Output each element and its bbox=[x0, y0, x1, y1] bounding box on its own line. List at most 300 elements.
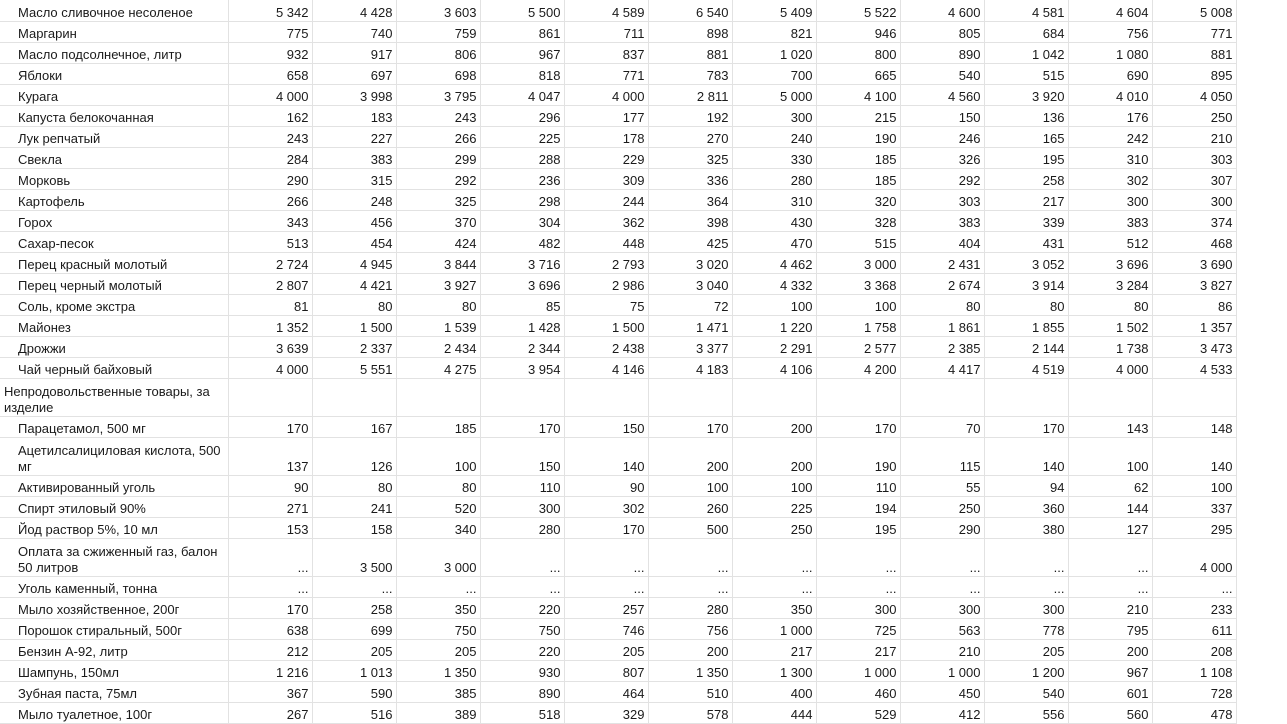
value-cell[interactable]: 444 bbox=[732, 702, 816, 723]
value-cell[interactable]: 3 696 bbox=[1068, 252, 1152, 273]
value-cell[interactable]: 170 bbox=[228, 416, 312, 437]
value-cell[interactable]: 4 600 bbox=[900, 0, 984, 21]
value-cell[interactable]: 500 bbox=[648, 517, 732, 538]
value-cell[interactable]: 300 bbox=[816, 597, 900, 618]
item-name-cell[interactable]: Дрожжи bbox=[0, 336, 228, 357]
value-cell[interactable]: 115 bbox=[900, 437, 984, 475]
value-cell[interactable]: ... bbox=[228, 576, 312, 597]
value-cell[interactable]: 4 428 bbox=[312, 0, 396, 21]
value-cell[interactable]: 2 344 bbox=[480, 336, 564, 357]
value-cell[interactable]: 1 471 bbox=[648, 315, 732, 336]
value-cell[interactable]: 242 bbox=[1068, 126, 1152, 147]
value-cell[interactable]: 310 bbox=[732, 189, 816, 210]
value-cell[interactable]: 100 bbox=[1152, 475, 1236, 496]
section-label[interactable]: Непродовольственные товары, за изделие bbox=[0, 378, 228, 416]
value-cell[interactable]: 4 047 bbox=[480, 84, 564, 105]
value-cell[interactable]: 90 bbox=[564, 475, 648, 496]
value-cell[interactable]: 309 bbox=[564, 168, 648, 189]
value-cell[interactable]: 1 108 bbox=[1152, 660, 1236, 681]
value-cell[interactable]: 330 bbox=[732, 147, 816, 168]
value-cell[interactable]: 300 bbox=[480, 496, 564, 517]
value-cell[interactable] bbox=[816, 378, 900, 416]
value-cell[interactable]: 464 bbox=[564, 681, 648, 702]
value-cell[interactable]: ... bbox=[900, 538, 984, 576]
value-cell[interactable]: 389 bbox=[396, 702, 480, 723]
value-cell[interactable]: 126 bbox=[312, 437, 396, 475]
value-cell[interactable]: 150 bbox=[564, 416, 648, 437]
value-cell[interactable]: 270 bbox=[648, 126, 732, 147]
value-cell[interactable]: ... bbox=[648, 576, 732, 597]
value-cell[interactable]: 143 bbox=[1068, 416, 1152, 437]
value-cell[interactable]: 4 200 bbox=[816, 357, 900, 378]
value-cell[interactable]: 177 bbox=[564, 105, 648, 126]
value-cell[interactable]: 367 bbox=[228, 681, 312, 702]
item-name-cell[interactable]: Свекла bbox=[0, 147, 228, 168]
value-cell[interactable]: 412 bbox=[900, 702, 984, 723]
value-cell[interactable]: 70 bbox=[900, 416, 984, 437]
value-cell[interactable]: 5 000 bbox=[732, 84, 816, 105]
value-cell[interactable]: 233 bbox=[1152, 597, 1236, 618]
value-cell[interactable]: 5 551 bbox=[312, 357, 396, 378]
value-cell[interactable]: 217 bbox=[984, 189, 1068, 210]
value-cell[interactable]: 711 bbox=[564, 21, 648, 42]
value-cell[interactable]: 300 bbox=[900, 597, 984, 618]
value-cell[interactable]: 4 417 bbox=[900, 357, 984, 378]
value-cell[interactable]: 611 bbox=[1152, 618, 1236, 639]
value-cell[interactable]: 771 bbox=[1152, 21, 1236, 42]
value-cell[interactable]: 250 bbox=[732, 517, 816, 538]
item-name-cell[interactable]: Мыло хозяйственное, 200г bbox=[0, 597, 228, 618]
value-cell[interactable] bbox=[228, 378, 312, 416]
value-cell[interactable]: 185 bbox=[816, 147, 900, 168]
value-cell[interactable]: 1 000 bbox=[732, 618, 816, 639]
value-cell[interactable]: 100 bbox=[732, 475, 816, 496]
value-cell[interactable]: 1 350 bbox=[648, 660, 732, 681]
value-cell[interactable]: 601 bbox=[1068, 681, 1152, 702]
value-cell[interactable]: ... bbox=[312, 576, 396, 597]
value-cell[interactable]: 296 bbox=[480, 105, 564, 126]
value-cell[interactable]: 295 bbox=[1152, 517, 1236, 538]
value-cell[interactable]: 100 bbox=[816, 294, 900, 315]
value-cell[interactable]: ... bbox=[816, 576, 900, 597]
value-cell[interactable]: 3 639 bbox=[228, 336, 312, 357]
value-cell[interactable]: 6 540 bbox=[648, 0, 732, 21]
value-cell[interactable]: 266 bbox=[228, 189, 312, 210]
value-cell[interactable]: 337 bbox=[1152, 496, 1236, 517]
value-cell[interactable]: 728 bbox=[1152, 681, 1236, 702]
value-cell[interactable]: 1 357 bbox=[1152, 315, 1236, 336]
value-cell[interactable]: 699 bbox=[312, 618, 396, 639]
value-cell[interactable]: 320 bbox=[816, 189, 900, 210]
value-cell[interactable]: 684 bbox=[984, 21, 1068, 42]
value-cell[interactable]: 260 bbox=[648, 496, 732, 517]
value-cell[interactable]: 2 577 bbox=[816, 336, 900, 357]
value-cell[interactable]: 890 bbox=[900, 42, 984, 63]
value-cell[interactable]: 176 bbox=[1068, 105, 1152, 126]
value-cell[interactable]: 3 844 bbox=[396, 252, 480, 273]
value-cell[interactable]: 460 bbox=[816, 681, 900, 702]
value-cell[interactable]: 1 758 bbox=[816, 315, 900, 336]
item-name-cell[interactable]: Курага bbox=[0, 84, 228, 105]
value-cell[interactable]: 3 920 bbox=[984, 84, 1068, 105]
value-cell[interactable]: 170 bbox=[816, 416, 900, 437]
item-name-cell[interactable]: Майонез bbox=[0, 315, 228, 336]
value-cell[interactable]: 220 bbox=[480, 639, 564, 660]
value-cell[interactable]: 326 bbox=[900, 147, 984, 168]
value-cell[interactable]: ... bbox=[1068, 538, 1152, 576]
value-cell[interactable]: 4 146 bbox=[564, 357, 648, 378]
item-name-cell[interactable]: Зубная паста, 75мл bbox=[0, 681, 228, 702]
value-cell[interactable]: 930 bbox=[480, 660, 564, 681]
value-cell[interactable]: 4 010 bbox=[1068, 84, 1152, 105]
value-cell[interactable]: 72 bbox=[648, 294, 732, 315]
value-cell[interactable]: 385 bbox=[396, 681, 480, 702]
value-cell[interactable]: 140 bbox=[564, 437, 648, 475]
value-cell[interactable]: 1 020 bbox=[732, 42, 816, 63]
value-cell[interactable]: 861 bbox=[480, 21, 564, 42]
value-cell[interactable]: 4 275 bbox=[396, 357, 480, 378]
value-cell[interactable]: 229 bbox=[564, 147, 648, 168]
value-cell[interactable]: 638 bbox=[228, 618, 312, 639]
value-cell[interactable]: 468 bbox=[1152, 231, 1236, 252]
value-cell[interactable]: 100 bbox=[1068, 437, 1152, 475]
item-name-cell[interactable]: Мыло туалетное, 100г bbox=[0, 702, 228, 723]
value-cell[interactable]: 303 bbox=[1152, 147, 1236, 168]
value-cell[interactable]: 1 200 bbox=[984, 660, 1068, 681]
value-cell[interactable]: 425 bbox=[648, 231, 732, 252]
value-cell[interactable]: 5 008 bbox=[1152, 0, 1236, 21]
value-cell[interactable]: 556 bbox=[984, 702, 1068, 723]
value-cell[interactable]: 86 bbox=[1152, 294, 1236, 315]
value-cell[interactable]: 300 bbox=[1152, 189, 1236, 210]
value-cell[interactable]: 806 bbox=[396, 42, 480, 63]
value-cell[interactable]: 225 bbox=[480, 126, 564, 147]
value-cell[interactable]: 205 bbox=[312, 639, 396, 660]
value-cell[interactable]: 1 300 bbox=[732, 660, 816, 681]
value-cell[interactable]: 144 bbox=[1068, 496, 1152, 517]
value-cell[interactable]: ... bbox=[1068, 576, 1152, 597]
value-cell[interactable]: 448 bbox=[564, 231, 648, 252]
value-cell[interactable]: 258 bbox=[984, 168, 1068, 189]
value-cell[interactable]: 271 bbox=[228, 496, 312, 517]
value-cell[interactable]: 2 674 bbox=[900, 273, 984, 294]
value-cell[interactable]: 236 bbox=[480, 168, 564, 189]
value-cell[interactable]: ... bbox=[816, 538, 900, 576]
value-cell[interactable]: 917 bbox=[312, 42, 396, 63]
value-cell[interactable]: 4 581 bbox=[984, 0, 1068, 21]
value-cell[interactable]: 700 bbox=[732, 63, 816, 84]
value-cell[interactable] bbox=[732, 378, 816, 416]
value-cell[interactable]: 740 bbox=[312, 21, 396, 42]
value-cell[interactable]: 881 bbox=[1152, 42, 1236, 63]
value-cell[interactable]: 560 bbox=[1068, 702, 1152, 723]
value-cell[interactable]: 4 000 bbox=[1068, 357, 1152, 378]
value-cell[interactable]: 170 bbox=[480, 416, 564, 437]
value-cell[interactable]: 217 bbox=[816, 639, 900, 660]
item-name-cell[interactable]: Лук репчатый bbox=[0, 126, 228, 147]
value-cell[interactable]: 400 bbox=[732, 681, 816, 702]
value-cell[interactable]: 3 603 bbox=[396, 0, 480, 21]
value-cell[interactable]: 510 bbox=[648, 681, 732, 702]
value-cell[interactable]: 217 bbox=[732, 639, 816, 660]
value-cell[interactable]: 178 bbox=[564, 126, 648, 147]
value-cell[interactable]: 783 bbox=[648, 63, 732, 84]
value-cell[interactable]: 756 bbox=[1068, 21, 1152, 42]
value-cell[interactable]: 325 bbox=[396, 189, 480, 210]
value-cell[interactable]: ... bbox=[564, 538, 648, 576]
value-cell[interactable]: ... bbox=[732, 576, 816, 597]
value-cell[interactable]: 3 368 bbox=[816, 273, 900, 294]
value-cell[interactable]: 325 bbox=[648, 147, 732, 168]
value-cell[interactable]: 302 bbox=[564, 496, 648, 517]
value-cell[interactable]: 170 bbox=[648, 416, 732, 437]
value-cell[interactable]: 698 bbox=[396, 63, 480, 84]
value-cell[interactable]: 304 bbox=[480, 210, 564, 231]
value-cell[interactable]: 243 bbox=[228, 126, 312, 147]
value-cell[interactable]: 2 337 bbox=[312, 336, 396, 357]
value-cell[interactable]: 516 bbox=[312, 702, 396, 723]
value-cell[interactable] bbox=[564, 378, 648, 416]
value-cell[interactable]: 303 bbox=[900, 189, 984, 210]
value-cell[interactable]: 4 106 bbox=[732, 357, 816, 378]
value-cell[interactable]: 302 bbox=[1068, 168, 1152, 189]
value-cell[interactable]: ... bbox=[732, 538, 816, 576]
value-cell[interactable]: 1 000 bbox=[816, 660, 900, 681]
value-cell[interactable]: 136 bbox=[984, 105, 1068, 126]
value-cell[interactable]: 895 bbox=[1152, 63, 1236, 84]
value-cell[interactable] bbox=[396, 378, 480, 416]
value-cell[interactable]: 183 bbox=[312, 105, 396, 126]
value-cell[interactable]: 4 100 bbox=[816, 84, 900, 105]
value-cell[interactable]: 153 bbox=[228, 517, 312, 538]
value-cell[interactable]: 2 434 bbox=[396, 336, 480, 357]
value-cell[interactable]: 343 bbox=[228, 210, 312, 231]
value-cell[interactable]: 195 bbox=[816, 517, 900, 538]
value-cell[interactable]: 4 519 bbox=[984, 357, 1068, 378]
value-cell[interactable]: 90 bbox=[228, 475, 312, 496]
value-cell[interactable]: 2 291 bbox=[732, 336, 816, 357]
value-cell[interactable]: 80 bbox=[1068, 294, 1152, 315]
value-cell[interactable]: 4 421 bbox=[312, 273, 396, 294]
item-name-cell[interactable]: Соль, кроме экстра bbox=[0, 294, 228, 315]
value-cell[interactable]: 478 bbox=[1152, 702, 1236, 723]
item-name-cell[interactable]: Перец красный молотый bbox=[0, 252, 228, 273]
value-cell[interactable]: 339 bbox=[984, 210, 1068, 231]
value-cell[interactable]: 837 bbox=[564, 42, 648, 63]
item-name-cell[interactable]: Маргарин bbox=[0, 21, 228, 42]
value-cell[interactable]: 190 bbox=[816, 126, 900, 147]
value-cell[interactable]: 240 bbox=[732, 126, 816, 147]
value-cell[interactable]: 292 bbox=[900, 168, 984, 189]
value-cell[interactable]: 3 284 bbox=[1068, 273, 1152, 294]
value-cell[interactable]: 967 bbox=[480, 42, 564, 63]
value-cell[interactable]: 205 bbox=[564, 639, 648, 660]
value-cell[interactable]: 80 bbox=[312, 475, 396, 496]
value-cell[interactable]: 1 042 bbox=[984, 42, 1068, 63]
value-cell[interactable]: 2 144 bbox=[984, 336, 1068, 357]
value-cell[interactable]: ... bbox=[396, 576, 480, 597]
value-cell[interactable]: 280 bbox=[480, 517, 564, 538]
item-name-cell[interactable]: Морковь bbox=[0, 168, 228, 189]
item-name-cell[interactable]: Яблоки bbox=[0, 63, 228, 84]
value-cell[interactable]: 165 bbox=[984, 126, 1068, 147]
value-cell[interactable]: 383 bbox=[1068, 210, 1152, 231]
value-cell[interactable]: ... bbox=[900, 576, 984, 597]
value-cell[interactable]: 140 bbox=[1152, 437, 1236, 475]
value-cell[interactable]: 210 bbox=[1068, 597, 1152, 618]
value-cell[interactable]: 258 bbox=[312, 597, 396, 618]
value-cell[interactable]: 450 bbox=[900, 681, 984, 702]
value-cell[interactable]: 80 bbox=[396, 475, 480, 496]
value-cell[interactable]: 4 462 bbox=[732, 252, 816, 273]
value-cell[interactable]: 800 bbox=[816, 42, 900, 63]
value-cell[interactable]: 750 bbox=[396, 618, 480, 639]
value-cell[interactable]: 1 500 bbox=[312, 315, 396, 336]
value-cell[interactable] bbox=[1068, 378, 1152, 416]
value-cell[interactable]: 898 bbox=[648, 21, 732, 42]
value-cell[interactable]: 280 bbox=[648, 597, 732, 618]
value-cell[interactable]: 690 bbox=[1068, 63, 1152, 84]
item-name-cell[interactable]: Активированный уголь bbox=[0, 475, 228, 496]
item-name-cell[interactable]: Масло сливочное несоленое bbox=[0, 0, 228, 21]
item-name-cell[interactable]: Шампунь, 150мл bbox=[0, 660, 228, 681]
value-cell[interactable]: 110 bbox=[480, 475, 564, 496]
value-cell[interactable]: 540 bbox=[900, 63, 984, 84]
value-cell[interactable]: 4 332 bbox=[732, 273, 816, 294]
value-cell[interactable]: 75 bbox=[564, 294, 648, 315]
value-cell[interactable]: 170 bbox=[564, 517, 648, 538]
value-cell[interactable]: 529 bbox=[816, 702, 900, 723]
value-cell[interactable] bbox=[900, 378, 984, 416]
value-cell[interactable]: 5 409 bbox=[732, 0, 816, 21]
value-cell[interactable]: 3 000 bbox=[816, 252, 900, 273]
value-cell[interactable]: 4 183 bbox=[648, 357, 732, 378]
value-cell[interactable]: 310 bbox=[1068, 147, 1152, 168]
value-cell[interactable]: 280 bbox=[732, 168, 816, 189]
value-cell[interactable]: 750 bbox=[480, 618, 564, 639]
value-cell[interactable]: 2 438 bbox=[564, 336, 648, 357]
item-name-cell[interactable]: Йод раствор 5%, 10 мл bbox=[0, 517, 228, 538]
value-cell[interactable]: 540 bbox=[984, 681, 1068, 702]
value-cell[interactable]: 380 bbox=[984, 517, 1068, 538]
value-cell[interactable]: 195 bbox=[984, 147, 1068, 168]
value-cell[interactable]: 1 352 bbox=[228, 315, 312, 336]
value-cell[interactable]: 162 bbox=[228, 105, 312, 126]
value-cell[interactable]: 3 795 bbox=[396, 84, 480, 105]
value-cell[interactable]: 257 bbox=[564, 597, 648, 618]
value-cell[interactable]: 266 bbox=[396, 126, 480, 147]
value-cell[interactable]: 215 bbox=[816, 105, 900, 126]
value-cell[interactable]: 150 bbox=[480, 437, 564, 475]
value-cell[interactable]: 374 bbox=[1152, 210, 1236, 231]
value-cell[interactable]: 3 716 bbox=[480, 252, 564, 273]
value-cell[interactable]: 2 807 bbox=[228, 273, 312, 294]
value-cell[interactable]: 563 bbox=[900, 618, 984, 639]
value-cell[interactable]: 5 500 bbox=[480, 0, 564, 21]
value-cell[interactable]: 2 986 bbox=[564, 273, 648, 294]
value-cell[interactable]: 350 bbox=[396, 597, 480, 618]
value-cell[interactable]: 1 502 bbox=[1068, 315, 1152, 336]
value-cell[interactable]: 85 bbox=[480, 294, 564, 315]
value-cell[interactable]: 62 bbox=[1068, 475, 1152, 496]
item-name-cell[interactable]: Ацетилсалициловая кислота, 500 мг bbox=[0, 437, 228, 475]
value-cell[interactable]: 299 bbox=[396, 147, 480, 168]
value-cell[interactable]: 454 bbox=[312, 231, 396, 252]
value-cell[interactable]: 200 bbox=[1068, 639, 1152, 660]
value-cell[interactable]: 315 bbox=[312, 168, 396, 189]
value-cell[interactable]: 2 385 bbox=[900, 336, 984, 357]
value-cell[interactable]: 3 377 bbox=[648, 336, 732, 357]
value-cell[interactable]: 807 bbox=[564, 660, 648, 681]
value-cell[interactable]: 3 914 bbox=[984, 273, 1068, 294]
value-cell[interactable]: 170 bbox=[984, 416, 1068, 437]
value-cell[interactable]: 513 bbox=[228, 231, 312, 252]
value-cell[interactable]: 3 696 bbox=[480, 273, 564, 294]
value-cell[interactable]: 100 bbox=[396, 437, 480, 475]
value-cell[interactable]: 520 bbox=[396, 496, 480, 517]
value-cell[interactable]: 241 bbox=[312, 496, 396, 517]
value-cell[interactable]: 307 bbox=[1152, 168, 1236, 189]
value-cell[interactable]: 2 724 bbox=[228, 252, 312, 273]
value-cell[interactable]: 4 945 bbox=[312, 252, 396, 273]
value-cell[interactable]: 1 855 bbox=[984, 315, 1068, 336]
value-cell[interactable]: 3 954 bbox=[480, 357, 564, 378]
value-cell[interactable]: 80 bbox=[312, 294, 396, 315]
value-cell[interactable]: 150 bbox=[900, 105, 984, 126]
value-cell[interactable]: 515 bbox=[984, 63, 1068, 84]
value-cell[interactable]: 340 bbox=[396, 517, 480, 538]
value-cell[interactable]: 1 000 bbox=[900, 660, 984, 681]
value-cell[interactable]: 398 bbox=[648, 210, 732, 231]
value-cell[interactable]: 200 bbox=[648, 437, 732, 475]
item-name-cell[interactable]: Чай черный байховый bbox=[0, 357, 228, 378]
value-cell[interactable]: 336 bbox=[648, 168, 732, 189]
value-cell[interactable]: 4 533 bbox=[1152, 357, 1236, 378]
value-cell[interactable]: 756 bbox=[648, 618, 732, 639]
value-cell[interactable]: ... bbox=[480, 576, 564, 597]
value-cell[interactable]: 821 bbox=[732, 21, 816, 42]
value-cell[interactable]: 932 bbox=[228, 42, 312, 63]
value-cell[interactable]: 4 589 bbox=[564, 0, 648, 21]
value-cell[interactable]: 3 000 bbox=[396, 538, 480, 576]
value-cell[interactable]: 360 bbox=[984, 496, 1068, 517]
value-cell[interactable]: 55 bbox=[900, 475, 984, 496]
value-cell[interactable]: 205 bbox=[984, 639, 1068, 660]
value-cell[interactable]: 383 bbox=[900, 210, 984, 231]
value-cell[interactable]: 1 080 bbox=[1068, 42, 1152, 63]
value-cell[interactable]: 194 bbox=[816, 496, 900, 517]
value-cell[interactable]: 746 bbox=[564, 618, 648, 639]
value-cell[interactable]: 771 bbox=[564, 63, 648, 84]
value-cell[interactable]: ... bbox=[1152, 576, 1236, 597]
value-cell[interactable]: 4 560 bbox=[900, 84, 984, 105]
value-cell[interactable]: 110 bbox=[816, 475, 900, 496]
value-cell[interactable]: 80 bbox=[900, 294, 984, 315]
value-cell[interactable]: 3 040 bbox=[648, 273, 732, 294]
value-cell[interactable]: 4 000 bbox=[1152, 538, 1236, 576]
value-cell[interactable]: 243 bbox=[396, 105, 480, 126]
value-cell[interactable]: 290 bbox=[228, 168, 312, 189]
value-cell[interactable] bbox=[1152, 378, 1236, 416]
value-cell[interactable]: 292 bbox=[396, 168, 480, 189]
value-cell[interactable]: 364 bbox=[648, 189, 732, 210]
item-name-cell[interactable]: Капуста белокочанная bbox=[0, 105, 228, 126]
value-cell[interactable]: 284 bbox=[228, 147, 312, 168]
value-cell[interactable]: 658 bbox=[228, 63, 312, 84]
value-cell[interactable]: 725 bbox=[816, 618, 900, 639]
value-cell[interactable]: 210 bbox=[1152, 126, 1236, 147]
value-cell[interactable]: 250 bbox=[1152, 105, 1236, 126]
